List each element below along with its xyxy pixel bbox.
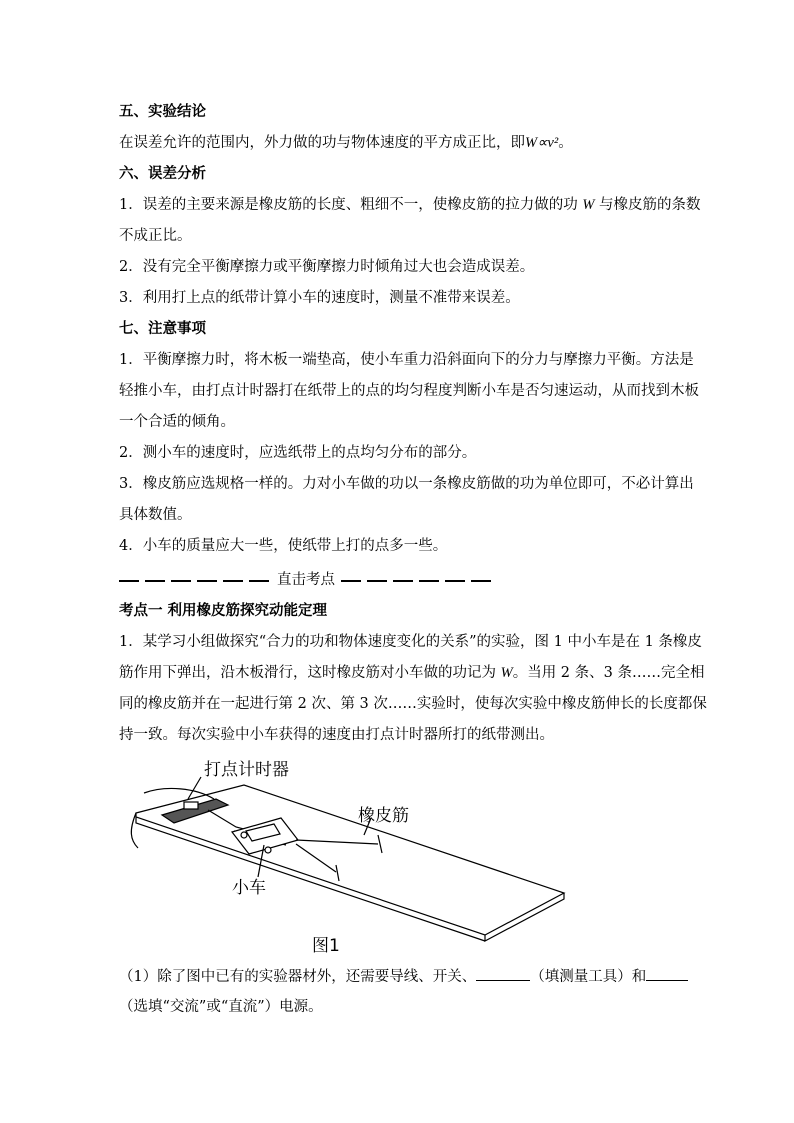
error-item-3: 3．利用打上点的纸带计算小车的速度时，测量不准带来误差。 bbox=[119, 290, 520, 306]
question-1-part-1-line2: （选填“交流”或“直流”）电源。 bbox=[119, 999, 323, 1015]
section-heading-notes: 七、注意事项 bbox=[119, 320, 206, 337]
question-1-line1: 1．某学习小组做探究“合力的功和物体速度变化的关系”的实验，图 1 中小车是在 1 条橡皮 bbox=[119, 634, 702, 650]
formula: W∝v² bbox=[525, 135, 559, 151]
divider-dash bbox=[119, 580, 139, 582]
note-item-3-line1: 3．橡皮筋应选规格一样的。力对小车做的功以一条橡皮筋做的功为单位即可，不必计算出 bbox=[119, 476, 694, 492]
note-item-1-line1: 1．平衡摩擦力时，将木板一端垫高，使小车重力沿斜面向下的分力与摩擦力平衡。方法是 bbox=[119, 352, 694, 368]
divider-dash bbox=[341, 580, 361, 582]
section-heading-conclusion: 五、实验结论 bbox=[119, 103, 206, 120]
experiment-figure bbox=[126, 755, 586, 955]
label-cart: 小车 bbox=[232, 878, 266, 898]
section-divider bbox=[119, 570, 489, 592]
divider-dash bbox=[223, 580, 243, 582]
divider-dash bbox=[419, 580, 439, 582]
divider-title: 直击考点 bbox=[277, 572, 335, 588]
question-1-line2: 筋作用下弹出，沿木板滑行，这时橡皮筋对小车做的功记为 W。当用 2 条、3 条……完全相 bbox=[119, 665, 705, 681]
note-item-1-line2: 轻推小车，由打点计时器打在纸带上的点的均匀程度判断小车是否匀速运动，从而找到木板 bbox=[119, 383, 699, 399]
answer-blank-2[interactable] bbox=[646, 966, 688, 981]
answer-blank-1[interactable] bbox=[476, 966, 530, 981]
question-1-line3: 同的橡皮筋并在一起进行第 2 次、第 3 次……实验时，使每次实验中橡皮筋伸长的长度都保 bbox=[119, 696, 707, 712]
divider-dash bbox=[197, 580, 217, 582]
error-item-1-cont: 不成正比。 bbox=[119, 228, 192, 244]
divider-dash bbox=[393, 580, 413, 582]
note-item-3-line2: 具体数值。 bbox=[119, 507, 192, 523]
apparatus-diagram bbox=[126, 755, 586, 955]
divider-dash bbox=[471, 580, 491, 582]
divider-dash bbox=[145, 580, 165, 582]
note-item-2: 2．测小车的速度时，应选纸带上的点均匀分布的部分。 bbox=[119, 445, 477, 461]
question-1-part-1-line1: （1）除了图中已有的实验器材外，还需要导线、开关、 （填测量工具）和 bbox=[119, 966, 679, 987]
divider-dash bbox=[445, 580, 465, 582]
note-item-4: 4．小车的质量应大一些，使纸带上打的点多一些。 bbox=[119, 538, 448, 554]
topic-heading: 考点一 利用橡皮筋探究动能定理 bbox=[119, 602, 328, 619]
error-item-2: 2．没有完全平衡摩擦力或平衡摩擦力时倾角过大也会造成误差。 bbox=[119, 259, 535, 275]
note-item-1-line3: 一个合适的倾角。 bbox=[119, 414, 235, 430]
conclusion-text: 在误差允许的范围内，外力做的功与物体速度的平方成正比，即W∝v²。 bbox=[119, 135, 573, 151]
question-1-line4: 持一致。每次实验中小车获得的速度由打点计时器所打的纸带测出。 bbox=[119, 727, 554, 743]
label-timer: 打点计时器 bbox=[204, 760, 289, 780]
divider-dash bbox=[171, 580, 191, 582]
divider-dash bbox=[367, 580, 387, 582]
section-heading-error-analysis: 六、误差分析 bbox=[119, 165, 206, 182]
divider-dash bbox=[249, 580, 269, 582]
label-rubber-band: 橡皮筋 bbox=[358, 806, 409, 826]
error-item-1: 1．误差的主要来源是橡皮筋的长度、粗细不一，使橡皮筋的拉力做的功 W 与橡皮筋的条数 bbox=[119, 197, 701, 213]
figure-caption: 图1 bbox=[312, 936, 340, 956]
